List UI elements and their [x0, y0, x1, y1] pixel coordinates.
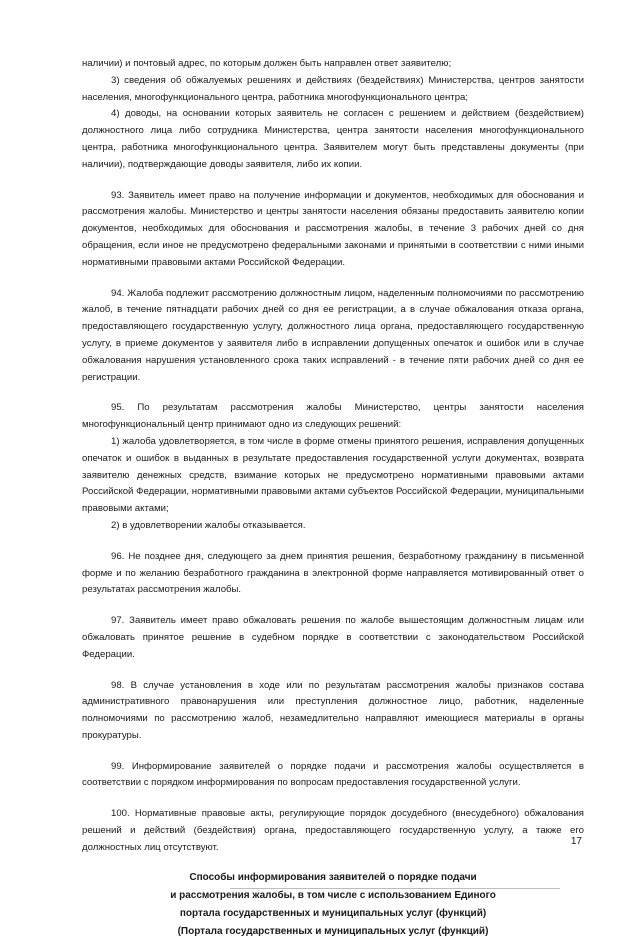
paragraph-92-item-4: 4) доводы, на основании которых заявитель не согласен с решением и действием (бездействием) должностного лица либо сотрудника Министерства, центра занятости населения многофункционального центра, работника многофункционального центра. Заявителем могут быть представлены документы (при наличии), подтверждающие доводы заявителя, либо их копии.: [82, 108, 584, 170]
heading-line: Способы информирования заявителей о порядке подачи: [189, 871, 477, 883]
paragraph-100: 100. Нормативные правовые акты, регулирующие порядок досудебного (внесудебного) обжалования решений и действий (бездействия) органа, предоставляющего государственную услугу, а также его должностных лиц отсутствуют.: [82, 808, 584, 853]
paragraph-96: 96. Не позднее дня, следующего за днем принятия решения, безработному гражданину в письменной форме и по желанию безработного гражданина в электронной форме направляется мотивированный ответ о результатах рассмотрения жалобы.: [82, 550, 584, 596]
paragraph-95: 95. По результатам рассмотрения жалобы Министерство, центры занятости населения многофункциональный центр принимают одно из следующих решений:: [82, 402, 584, 431]
paragraph-continuation: наличии) и почтовый адрес, по которым должен быть направлен ответ заявителю;: [82, 58, 452, 69]
page-number: 17: [570, 836, 582, 847]
paragraph-93: 93. Заявитель имеет право на получение информации и документов, необходимых для обоснования и рассмотрения жалобы. Министерство и центры занятости населения обязаны предоставить заявителю копии документов, необходимых для обоснования и рассмотрения жалобы, в течение 3 рабочих дней со дня обращения, если иное не предусмотрено федеральными законами и принятыми в соответствии с ними иными нормативными правовыми актами Российской Федерации.: [82, 189, 584, 268]
paragraph-99: 99. Информирование заявителей о порядке подачи и рассмотрения жалобы осуществляется в соответствии с порядком информирования по вопросам предоставления государственной услуги.: [82, 760, 584, 789]
heading-line: портала государственных и муниципальных услуг (функций): [179, 907, 487, 919]
paragraph-95-item-1: 1) жалоба удовлетворяется, в том числе в форме отмены принятого решения, исправления допущенных опечаток и ошибок в выданных в результате предоставления государственной услуги документах, возврата заявителю денежных средств, взимание которых не предусмотрено нормативными правовыми актами Российской Федерации, нормативными правовыми актами субъектов Российской Федерации, муниципальными правовыми актами;: [82, 435, 584, 515]
paragraph-97: 97. Заявитель имеет право обжаловать решения по жалобе вышестоящим должностным лицам или обжаловать принятое решение в судебном порядке в соответствии с законодательством Российской Федерации.: [82, 615, 584, 660]
heading-line: и рассмотрения жалобы, в том числе с использованием Единого: [170, 889, 496, 901]
paragraph-94: 94. Жалоба подлежит рассмотрению должностным лицом, наделенным полномочиями по рассмотрению жалоб, в течение пятнадцати рабочих дней со дня ее регистрации, а в случае обжалования отказа органа, предоставляющего государственную услугу, должностного лица органа, предоставляющего государственную услугу, в приеме документов у заявителя либо в исправлении допущенных опечаток и ошибок или в случае обжалования нарушения установленного срока таких исправлений - в течение пяти рабочих дней со дня ее регистрации.: [82, 287, 584, 383]
paragraph-98: 98. В случае установления в ходе или по результатам рассмотрения жалобы признаков состава административного правонарушения или преступления должностное лицо, работник, наделенные полномочиями по рассмотрению жалоб, незамедлительно направляют имеющиеся материалы в органы прокуратуры.: [82, 679, 584, 741]
paragraph-92-item-3: 3) сведения об обжалуемых решениях и действиях (бездействиях) Министерства, центров занятости населения, многофункционального центра, работника многофункционального центра;: [82, 74, 584, 103]
paragraph-95-item-2: 2) в удовлетворении жалобы отказывается.: [111, 519, 306, 531]
document-page: [82, 56, 584, 941]
heading-line: (Портала государственных и муниципальных услуг (функций): [177, 925, 489, 937]
scan-edge-line: [230, 888, 560, 889]
